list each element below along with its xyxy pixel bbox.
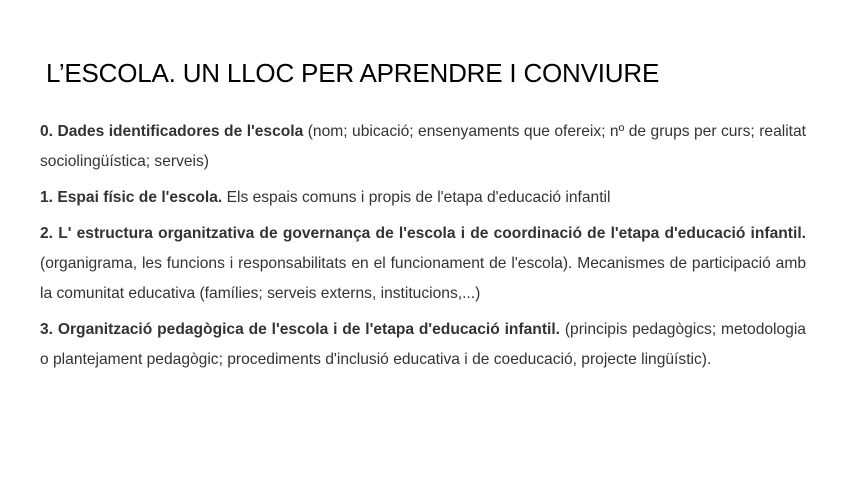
section-0-text: (nom; ubicació; ensenyaments que ofereix; nº de grups per curs; realitat sociolingüística; serveis) [40,123,807,170]
slide-title: L’ESCOLA. UN LLOC PER APRENDRE I CONVIURE [46,58,660,88]
section-3-heading: 3. Organització pedagògica de l'escola i de l'etapa d'educació infantil. [40,321,561,338]
section-2-text: (organigrama, les funcions i responsabilitats en el funcionament de l'escola). Mecanismes de participació amb la comunitat educativa (famílies; serveis externs, institucions,...) [40,255,806,302]
section-1-text: Els espais comuns i propis de l'etapa d'educació infantil [222,189,611,206]
section-3-text: (principis pedagògics; metodologia o plantejament pedagògic; procediments d'inclusió educativa i de coeducació, projecte lingüístic). [40,321,806,368]
section-1-heading: 1. Espai físic de l'escola. [40,189,223,206]
section-1 [40,183,806,213]
section-0-heading: 0. Dades identificadores de l'escola [40,123,304,140]
section-0 [40,117,806,177]
section-3 [40,315,806,375]
slide-body [40,117,806,381]
section-2-heading: 2. L' estructura organitzativa de governança de l'escola i de coordinació de l'etapa d'educació infantil. [40,225,806,242]
section-2 [40,219,806,309]
